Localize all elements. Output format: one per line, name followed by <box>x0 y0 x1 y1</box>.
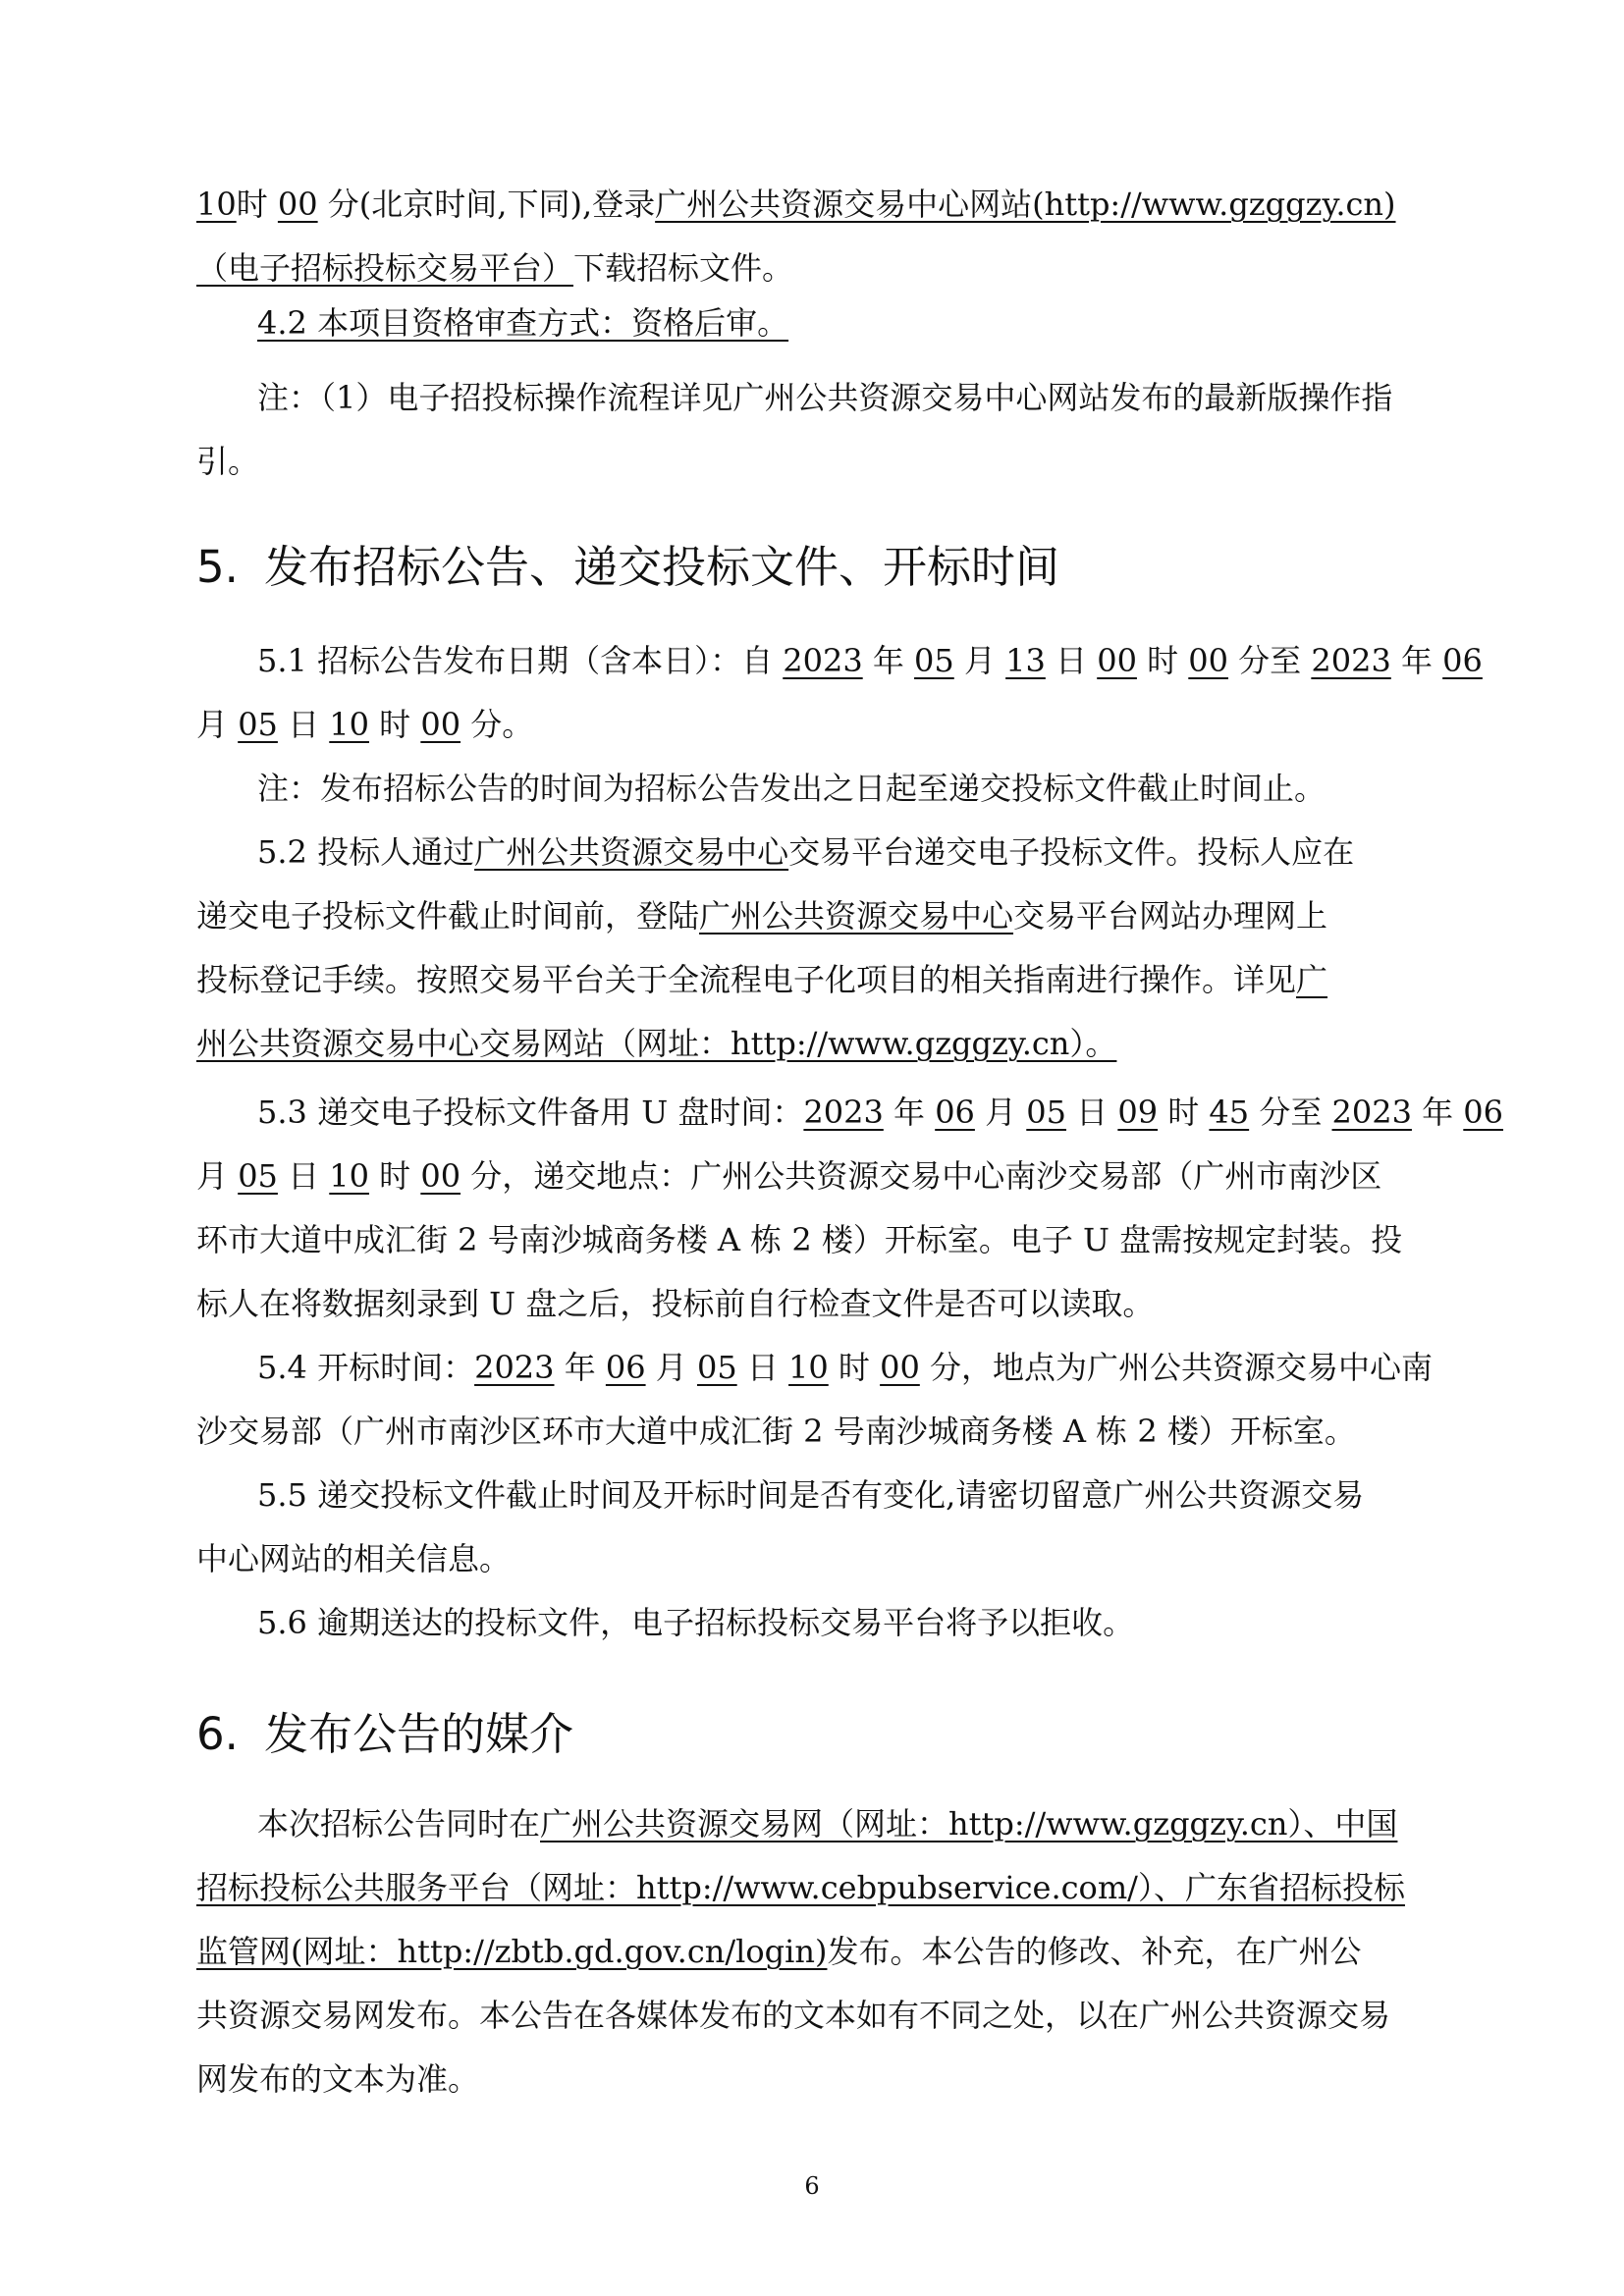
p52-line-4 <box>196 1022 1116 1065</box>
p53-line-2: 月 05 日 10 时 00 分，递交地点：广州公共资源交易中心南沙交易部（广州市南沙区 <box>196 1157 1382 1195</box>
s6-line-2 <box>196 1866 1405 1909</box>
website-link[interactable]: 广州公共资源交易中心网站(http://www.gzggzy.cn) <box>655 186 1396 223</box>
note-line-1: 注：（1）电子招投标操作流程详见广州公共资源交易中心网站发布的最新版操作指 <box>257 379 1393 416</box>
p52-line-3: 投标登记手续。按照交易平台关于全流程电子化项目的相关指南进行操作。详见广 <box>196 961 1328 998</box>
section4-line-2: （电子招标投标交易平台）下载招标文件。 <box>196 249 794 287</box>
p54-line-1: 5.4 开标时间：2023 年 06 月 05 日 10 时 00 分，地点为广州公共资源交易中心南 <box>257 1349 1434 1386</box>
note-line-2: 引。 <box>196 443 260 480</box>
zbtb-link[interactable]: 监管网(网址：http://zbtb.gd.gov.cn/login) <box>196 1933 828 1970</box>
cebpubservice-link[interactable]: 招标投标公共服务平台（网址：http://www.cebpubservice.com/）、广东省招标投标 <box>196 1869 1405 1906</box>
deadline-hour: 10 <box>196 186 237 223</box>
gzggzy-link[interactable]: 广州公共资源交易网（网址：http://www.gzggzy.cn）、中国 <box>540 1805 1398 1842</box>
announcement-note: 注：发布招标公告的时间为招标公告发出之日起至递交投标文件截止时间止。 <box>257 770 1326 807</box>
trading-website-link[interactable]: 州公共资源交易中心交易网站（网址：http://www.gzggzy.cn）。 <box>196 1025 1117 1062</box>
p52-line-2: 递交电子投标文件截止时间前，登陆广州公共资源交易中心交易平台网站办理网上 <box>196 897 1328 934</box>
s6-line-5: 网发布的文本为准。 <box>196 2060 480 2098</box>
p53-line-3: 环市大道中成汇街 2 号南沙城商务楼 A 栋 2 楼）开标室。电子 U 盘需按规定封装。投 <box>196 1221 1403 1258</box>
platform-link[interactable]: （电子招标投标交易平台） <box>196 249 574 287</box>
p54-line-2: 沙交易部（广州市南沙区环市大道中成汇街 2 号南沙城商务楼 A 栋 2 楼）开标室。 <box>196 1413 1356 1450</box>
section5-heading: 5. 发布招标公告、递交投标文件、开标时间 <box>196 541 1059 593</box>
p51-line-2: 月 05 日 10 时 00 分。 <box>196 706 534 743</box>
p55-line-1: 5.5 递交投标文件截止时间及开标时间是否有变化,请密切留意广州公共资源交易 <box>257 1476 1365 1514</box>
qualification-review-paragraph: 4.2 本项目资格审查方式：资格后审。 <box>257 304 789 342</box>
p51-line-1: 5.1 招标公告发布日期（含本日）：自 2023 年 05 月 13 日 00 时 00 分至 2023 年 06 <box>257 642 1483 679</box>
s6-line-3: 监管网(网址：http://zbtb.gd.gov.cn/login)发布。本公告的修改、补充，在广州公 <box>196 1933 1362 1970</box>
section4-line-1: 10时 00 分(北京时间,下同),登录广州公共资源交易中心网站(http://www.gzggzy.cn) <box>196 186 1396 223</box>
section6-heading: 6. 发布公告的媒介 <box>196 1708 573 1760</box>
p53-line-4: 标人在将数据刻录到 U 盘之后，投标前自行检查文件是否可以读取。 <box>196 1285 1155 1322</box>
p53-line-1: 5.3 递交电子投标文件备用 U 盘时间：2023 年 06 月 05 日 09 时 45 分至 2023 年 06 <box>257 1094 1504 1131</box>
s6-line-1: 本次招标公告同时在广州公共资源交易网（网址：http://www.gzggzy.cn）、中国 <box>257 1805 1398 1842</box>
p55-line-2: 中心网站的相关信息。 <box>196 1540 512 1577</box>
page-number: 6 <box>804 2172 820 2200</box>
deadline-minute: 00 <box>277 186 318 223</box>
p52-line-1: 5.2 投标人通过广州公共资源交易中心交易平台递交电子投标文件。投标人应在 <box>257 833 1355 871</box>
p56-line: 5.6 逾期送达的投标文件，电子招标投标交易平台将予以拒收。 <box>257 1604 1135 1641</box>
s6-line-4: 共资源交易网发布。本公告在各媒体发布的文本如有不同之处，以在广州公共资源交易 <box>196 1997 1391 2034</box>
